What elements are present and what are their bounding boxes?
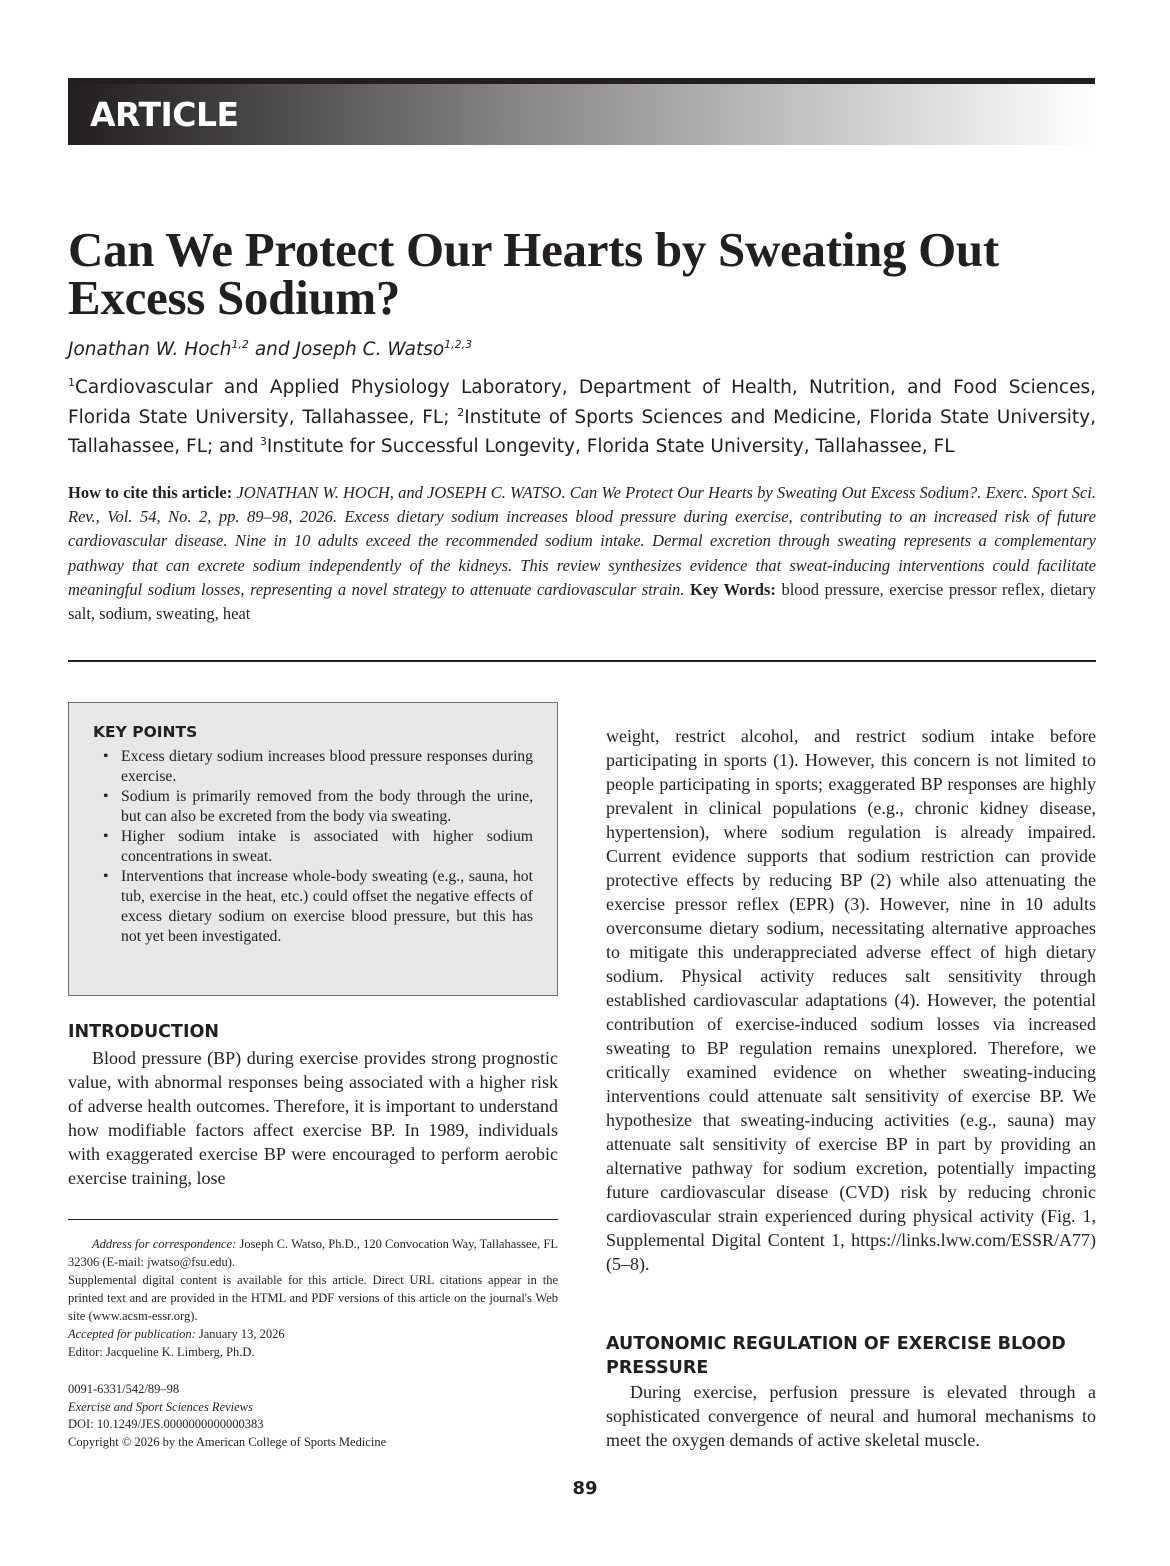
key-point-item: • Higher sodium intake is associated with higher sodium concentrations in sweat. <box>93 827 533 867</box>
keywords-label: Key Words: <box>684 579 776 599</box>
article-code: 0091-6331/542/89–98 <box>68 1382 180 1396</box>
section-divider <box>68 660 1096 662</box>
editor-note: Editor: Jacqueline K. Limberg, Ph.D. <box>68 1345 255 1359</box>
author-affiliation-mark: 1,2,3 <box>444 338 473 351</box>
key-points-heading: KEY POINTS <box>93 723 198 741</box>
citation-body: JONATHAN W. HOCH, and JOSEPH C. WATSO. Can We Protect Our Hearts by Sweating Out Excess Sodium?. Exerc. Sport Sci. Rev., Vol. 54, No. 2, pp. 89–98, 2026. Excess dietary sodium increases blood pressure during exercise, contributing to an increased risk of future cardiovascular disease. Nine in 10 adults exceed the recommended sodium intake. Dermal excretion through sweating represents a complementary pathway that can excrete sodium independently of the kidneys. This review synthesizes evidence that sweat-inducing interventions could facilitate meaningful sodium losses, representing a novel strategy to attenuate cardiovascular strain. <box>68 483 1096 599</box>
accepted-note <box>68 1325 558 1343</box>
article-type-banner <box>68 78 1095 145</box>
correspondence-text: Joseph C. Watso, Ph.D., 120 Convocation Way, Tallahassee, FL 32306 (E-mail: jwatso@fsu.edu). <box>68 1237 558 1269</box>
introduction-heading: INTRODUCTION <box>68 1022 219 1042</box>
affiliation-text: Institute for Successful Longevity, Florida State University, Tallahassee, FL <box>266 436 955 458</box>
author-name: Joseph C. Watso <box>295 339 445 361</box>
affiliation-text: Institute of Sports Sciences and Medicine, Florida State University, Tallahassee, FL; and <box>68 406 1096 458</box>
author-name: Jonathan W. Hoch <box>68 339 232 361</box>
keywords-list: blood pressure, exercise pressor reflex, dietary salt, sodium, sweating, heat <box>68 579 1096 624</box>
autonomic-section-paragraph: During exercise, perfusion pressure is elevated through a sophisticated convergence of neural and humoral mechanisms to meet the oxygen demands of active skeletal muscle. <box>606 1382 1096 1450</box>
article-title: Can We Protect Our Hearts by Sweating Out Excess Sodium? <box>68 222 999 325</box>
key-points-box <box>68 702 558 996</box>
page-number: 89 <box>572 1478 598 1499</box>
author-joiner: and <box>248 339 296 361</box>
citation-label: How to cite this article: <box>68 483 233 502</box>
accepted-label: Accepted for publication: <box>68 1327 196 1341</box>
affiliation-text: Cardiovascular and Applied Physiology Laboratory, Department of Health, Nutrition, and Food Sciences, Florida State University, Tallahassee, FL; <box>68 377 1096 428</box>
footnotes <box>68 1235 558 1361</box>
author-line <box>68 338 472 360</box>
copyright: Copyright © 2026 by the American College of Sports Medicine <box>68 1434 387 1449</box>
introduction-paragraph: Blood pressure (BP) during exercise provides strong prognostic value, with abnormal responses being associated with a higher risk of adverse health outcomes. Therefore, it is important to understand how modifiable factors affect exercise BP. In 1989, individuals with exaggerated exercise BP were encouraged to perform aerobic exercise training, lose <box>68 1048 558 1188</box>
citation-abstract <box>68 481 1096 626</box>
key-points-list <box>93 747 533 947</box>
key-point-item: • Interventions that increase whole-body sweating (e.g., sauna, hot tub, exercise in the heat, etc.) could offset the negative effects of excess dietary sodium on exercise blood pressure, but this has not yet been investigated. <box>93 867 533 947</box>
introduction-continued-paragraph: weight, restrict alcohol, and restrict sodium intake before participating in sports (1). However, this concern is not limited to people participating in sports; exaggerated BP responses are highly prevalent in clinical populations (e.g., chronic kidney disease, hypertension), where sodium regulation is already impaired. Current evidence supports that sodium restriction can provide protective effects by reducing BP (2) while also attenuating the exercise pressor reflex (EPR) (3). However, nine in 10 adults overconsume dietary sodium, necessitating alternative approaches to mitigate this underappreciated adverse effect of high dietary sodium. Physical activity reduces salt sensitivity through established cardiovascular adaptations (4). However, the potential contribution of exercise-induced sodium losses via increased sweating to BP regulation remains unexplored. Therefore, we critically examined evidence on whether sweating-inducing interventions could attenuate salt sensitivity of exercise BP. We hypothesize that sweating-inducing activities (e.g., sauna) may attenuate salt sensitivity of exercise BP in part by providing an alternative pathway for sodium excretion, potentially impacting future cardiovascular disease (CVD) risk by reducing chronic cardiovascular strain experienced during physical activity (Fig. 1, Supplemental Digital Content 1, https://links.lww.com/ESSR/A77) (5–8). <box>606 726 1096 1274</box>
article-type-label: ARTICLE <box>90 95 239 134</box>
author-affiliation-mark: 1,2 <box>231 338 249 351</box>
affiliation-mark: 1 <box>68 376 75 389</box>
publication-imprint <box>68 1381 558 1451</box>
accepted-date: January 13, 2026 <box>195 1327 285 1341</box>
correspondence-label: Address for correspondence: <box>92 1237 237 1251</box>
autonomic-section-heading: AUTONOMIC REGULATION OF EXERCISE BLOOD PRESSURE <box>606 1334 1066 1378</box>
supplemental-note: Supplemental digital content is available for this article. Direct URL citations appear in the printed text and are provided in the HTML and PDF versions of this article on the journal's Web site (www.acsm-essr.org). <box>68 1273 558 1323</box>
correspondence-note <box>68 1235 558 1271</box>
affiliation-mark: 3 <box>259 435 267 449</box>
journal-name: Exercise and Sport Sciences Reviews <box>68 1399 253 1414</box>
key-point-item: • Excess dietary sodium increases blood pressure responses during exercise. <box>93 747 533 787</box>
affiliations <box>68 371 1096 460</box>
affiliation-mark: 2 <box>457 405 465 419</box>
doi: DOI: 10.1249/JES.0000000000000383 <box>68 1417 264 1431</box>
key-point-item: • Sodium is primarily removed from the body through the urine, but can also be excreted from the body via sweating. <box>93 787 533 827</box>
footnote-divider <box>68 1219 558 1220</box>
